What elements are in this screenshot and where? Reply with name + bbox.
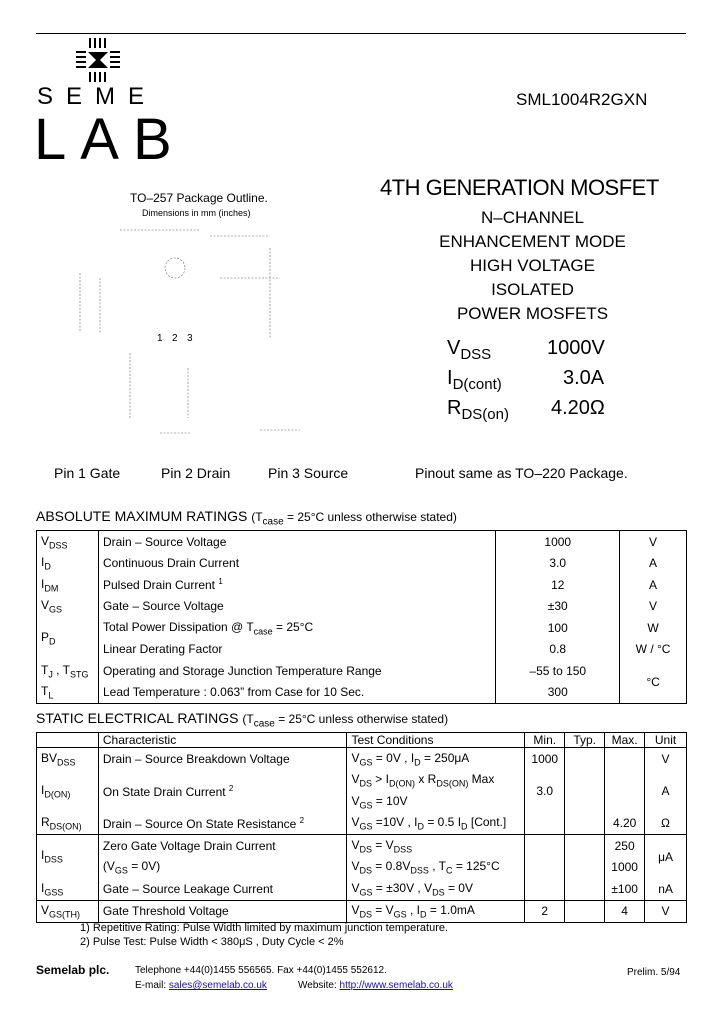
description-cell: Gate Threshold Voltage — [98, 900, 347, 923]
symbol-cell: $I_{DM}$ — [37, 574, 99, 596]
min-cell — [525, 857, 565, 879]
logo-seme-text: SEME — [37, 83, 158, 110]
pinout-note: Pinout same as TO–220 Package. — [415, 465, 628, 481]
feature-3: ISOLATED — [491, 280, 574, 299]
header-typ: Typ. — [565, 733, 605, 748]
table-header-row — [37, 733, 687, 748]
test-cell: $V_{DS} = 0.8V_{DSS}$ , $T_C = 125^\circ C$ — [347, 857, 525, 879]
typ-cell — [565, 770, 605, 813]
website-link[interactable]: http://www.semelab.co.uk — [339, 980, 453, 991]
table-row — [37, 574, 687, 596]
abs-ratings-title: ABSOLUTE MAXIMUM RATINGS ($T_{case} = 25^\circ C$ unless otherwise stated) — [36, 508, 457, 528]
header-test-conditions: Test Conditions — [347, 733, 525, 748]
description-cell: Drain – Source Breakdown Voltage — [98, 748, 347, 770]
description-cell: Linear Derating Factor — [98, 639, 495, 661]
typ-cell — [565, 857, 605, 879]
table-row — [37, 596, 687, 618]
value-cell: –55 to 150 — [496, 660, 620, 682]
table-row — [37, 748, 687, 770]
website-label: Website: — [298, 980, 337, 991]
symbol-cell: $BV_{DSS}$ — [37, 748, 99, 770]
table-row — [37, 553, 687, 575]
symbol-cell: $V_{GS(TH)}$ — [37, 900, 99, 923]
min-cell: 1000 — [525, 748, 565, 770]
logo-lab-text: LAB — [34, 107, 186, 172]
table-row — [37, 639, 687, 661]
unit-cell: nA — [645, 878, 687, 900]
symbol-cell: $I_D$ — [37, 553, 99, 575]
header-min: Min. — [525, 733, 565, 748]
symbol-cell: $V_{GS}$ — [37, 596, 99, 618]
table-row — [37, 617, 687, 639]
test-cell: $V_{GS} = 10V$ — [347, 791, 525, 813]
package-subtitle: Dimensions in mm (inches) — [142, 208, 251, 218]
symbol-cell: $I_{DSS}$ — [37, 835, 99, 879]
spec-rds-value: 4.20Ω — [551, 397, 605, 419]
note-1: 1) Repetitive Rating: Pulse Width limited by maximum junction temperature. — [80, 922, 449, 934]
value-cell: 0.8 — [496, 639, 620, 661]
table-row — [37, 770, 687, 792]
unit-cell: Ω — [645, 813, 687, 835]
test-cell: $V_{DS} = V_{DSS}$ — [347, 835, 525, 857]
static-ratings-table — [36, 732, 687, 923]
description-cell: Operating and Storage Junction Temperature Range — [98, 660, 495, 682]
unit-cell: V — [645, 900, 687, 923]
table-row — [37, 531, 687, 553]
pin2-label: Pin 2 Drain — [161, 465, 231, 481]
description-cell: Gate – Source Voltage — [98, 596, 495, 618]
description-cell: Lead Temperature : 0.063” from Case for 10 Sec. — [98, 682, 495, 704]
feature-2: HIGH VOLTAGE — [469, 256, 595, 275]
value-cell: ±30 — [496, 596, 620, 618]
part-number: SML1004R2GXN — [516, 90, 648, 109]
max-cell — [605, 748, 645, 770]
unit-cell: A — [620, 574, 687, 596]
table-row — [37, 900, 687, 923]
pin-number-3: 3 — [187, 333, 193, 344]
feature-0: N–CHANNEL — [481, 208, 584, 227]
spec-id-symbol: $I_{D(cont)}$ — [447, 367, 502, 393]
max-cell: 4 — [605, 900, 645, 923]
package-outline-drawing — [70, 218, 310, 463]
pin1-label: Pin 1 Gate — [54, 465, 121, 481]
pin-number-1: 1 — [157, 333, 163, 344]
table-row — [37, 835, 687, 857]
description-cell: $(V_{GS} = 0V)$ — [98, 857, 347, 879]
spec-id-value: 3.0A — [563, 367, 605, 389]
header-max: Max. — [605, 733, 645, 748]
symbol-cell: $T_L$ — [37, 682, 99, 704]
test-cell: $V_{DS} = V_{GS}$ , $I_D = 1.0mA$ — [347, 900, 525, 923]
table-row — [37, 878, 687, 900]
description-cell: Pulsed Drain Current $^1$ — [98, 574, 495, 596]
website-line — [298, 980, 453, 991]
static-ratings-title: STATIC ELECTRICAL RATINGS ($T_{case} = 25^\circ C$ unless otherwise stated) — [36, 710, 449, 730]
typ-cell — [565, 900, 605, 923]
test-cell: $V_{GS} = \pm 30V$ , $V_{DS} = 0V$ — [347, 878, 525, 900]
semelab-logo-icon — [70, 36, 126, 86]
phone-fax: Telephone +44(0)1455 556565. Fax +44(0)1455 552612. — [135, 965, 387, 976]
value-cell: 300 — [496, 682, 620, 704]
description-cell: Drain – Source On State Resistance $^2$ — [98, 813, 347, 835]
email-line — [135, 980, 267, 991]
table-row — [37, 660, 687, 682]
company-name: Semelab plc. — [36, 963, 110, 977]
typ-cell — [565, 835, 605, 857]
feature-1: ENHANCEMENT MODE — [439, 232, 626, 251]
symbol-cell: $P_D$ — [37, 617, 99, 660]
unit-cell: °C — [620, 660, 687, 704]
abs-ratings-table — [36, 530, 687, 704]
max-cell: 1000 — [605, 857, 645, 879]
spec-vdss-value: 1000V — [547, 337, 605, 359]
symbol-cell: $T_J$ , $T_{STG}$ — [37, 660, 99, 682]
typ-cell — [565, 878, 605, 900]
typ-cell — [565, 748, 605, 770]
header-characteristic: Characteristic — [98, 733, 347, 748]
table-row — [37, 813, 687, 835]
unit-cell: V — [620, 531, 687, 553]
feature-4: POWER MOSFETS — [456, 304, 609, 323]
unit-cell: W / °C — [620, 639, 687, 661]
symbol-cell: $V_{DSS}$ — [37, 531, 99, 553]
value-cell: 3.0 — [496, 553, 620, 575]
symbol-cell: $I_{GSS}$ — [37, 878, 99, 900]
min-cell — [525, 835, 565, 857]
unit-cell: V — [620, 596, 687, 618]
pin-number-2: 2 — [172, 333, 178, 344]
min-cell: 3.0 — [525, 770, 565, 813]
value-cell: 100 — [496, 617, 620, 639]
description-cell: Drain – Source Voltage — [98, 531, 495, 553]
unit-cell: A — [645, 770, 687, 813]
test-cell: $V_{GS} =10V$ , $I_D = 0.5$ $I_D$ [Cont.] — [347, 813, 525, 835]
table-row — [37, 857, 687, 879]
min-cell — [525, 878, 565, 900]
unit-cell: V — [645, 748, 687, 770]
typ-cell — [565, 813, 605, 835]
email-link[interactable]: sales@semelab.co.uk — [168, 980, 267, 991]
max-cell: ±100 — [605, 878, 645, 900]
unit-cell: μA — [645, 835, 687, 879]
test-cell: $V_{GS} = 0V$ , $I_D = 250\mu A$ — [347, 748, 525, 770]
spec-rds-symbol: $R_{DS(on)}$ — [447, 397, 509, 423]
value-cell: 12 — [496, 574, 620, 596]
spec-vdss-symbol: $V_{DSS}$ — [447, 337, 492, 363]
min-cell: 2 — [525, 900, 565, 923]
prelim-date: Prelim. 5/94 — [627, 967, 681, 978]
test-cell: $V_{DS} > I_{D(ON)}$ x $R_{DS(ON)}$ Max — [347, 770, 525, 792]
value-cell: 1000 — [496, 531, 620, 553]
note-2: 2) Pulse Test: Pulse Width < 380μS , Duty Cycle < 2% — [80, 936, 344, 948]
table-row — [37, 682, 687, 704]
description-cell: Gate – Source Leakage Current — [98, 878, 347, 900]
header-symbol — [37, 733, 99, 748]
description-cell: Zero Gate Voltage Drain Current — [98, 835, 347, 857]
description-cell: Continuous Drain Current — [98, 553, 495, 575]
pin3-label: Pin 3 Source — [268, 465, 349, 481]
unit-cell: A — [620, 553, 687, 575]
symbol-cell: $R_{DS(ON)}$ — [37, 813, 99, 835]
product-title: 4TH GENERATION MOSFET — [380, 175, 659, 200]
unit-cell: W — [620, 617, 687, 639]
package-title: TO–257 Package Outline. — [130, 191, 268, 205]
max-cell: 4.20 — [605, 813, 645, 835]
min-cell — [525, 813, 565, 835]
email-label: E-mail: — [135, 980, 167, 991]
header-unit: Unit — [645, 733, 687, 748]
top-rule — [36, 33, 686, 34]
symbol-cell: $I_{D(ON)}$ — [37, 770, 99, 813]
max-cell — [605, 770, 645, 813]
max-cell: 250 — [605, 835, 645, 857]
description-cell: On State Drain Current $^2$ — [98, 770, 347, 813]
description-cell: Total Power Dissipation @ $T_{case} = 25^\circ C$ — [98, 617, 495, 639]
